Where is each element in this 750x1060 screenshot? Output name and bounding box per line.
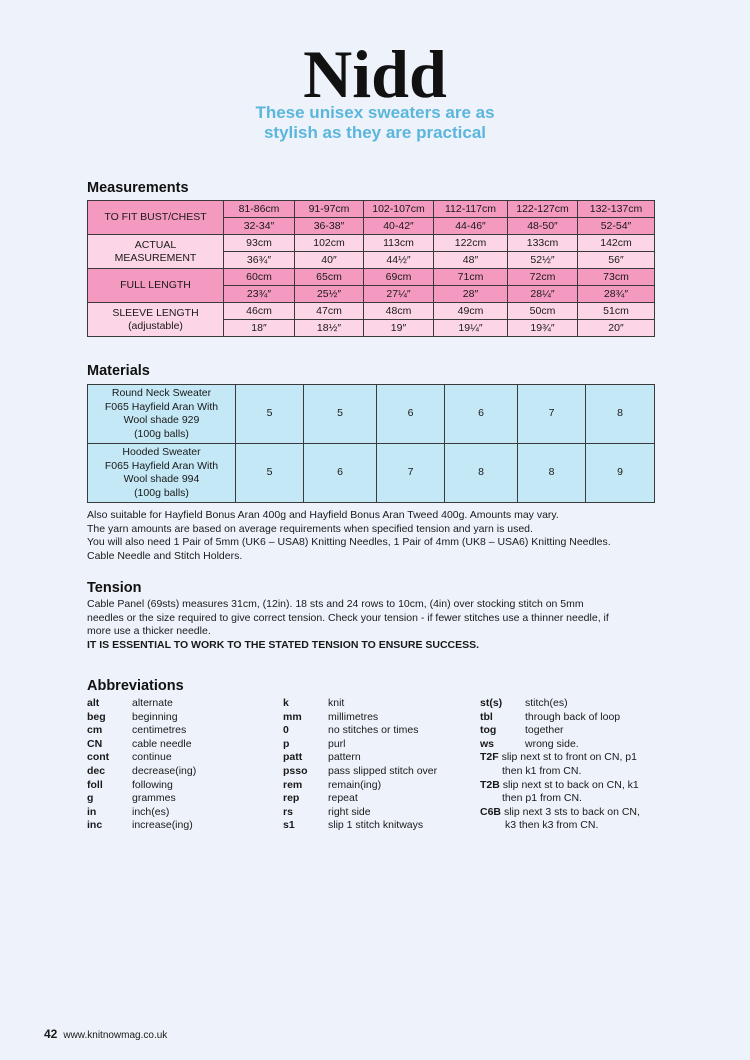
tension-line: more use a thicker needle. — [87, 625, 211, 637]
note-line: Also suitable for Hayfield Bonus Aran 400g and Hayfield Bonus Aran Tweed 400g. Amounts may vary. — [87, 509, 559, 521]
table-row — [88, 235, 655, 252]
list-item — [87, 779, 196, 793]
table-cell: 18″ — [224, 320, 295, 337]
page-subtitle — [0, 103, 750, 143]
list-item — [480, 711, 640, 725]
abbr-meaning: inch(es) — [132, 805, 170, 818]
table-cell: 44-46″ — [434, 218, 508, 235]
abbr-code: mm — [283, 710, 302, 723]
list-item-continuation — [480, 765, 640, 779]
table-cell: 18½″ — [295, 320, 364, 337]
list-item — [87, 697, 196, 711]
abbr-code: beg — [87, 710, 106, 723]
table-cell: 6 — [445, 385, 518, 444]
table-cell: 122cm — [434, 235, 508, 252]
abbr-meaning: alternate — [132, 697, 173, 709]
measurements-heading: Measurements — [87, 180, 189, 196]
note-line: You will also need 1 Pair of 5mm (UK6 – USA8) Knitting Needles, 1 Pair of 4mm (UK8 – USA6) Knitting Needles. — [87, 536, 611, 548]
abbr-code: psso — [283, 764, 308, 777]
table-cell: 93cm — [224, 235, 295, 252]
table-cell: 5 — [236, 385, 304, 444]
list-item — [283, 806, 437, 820]
note-line: The yarn amounts are based on average requirements when specified tension and yarn is used. — [87, 522, 533, 535]
abbr-meaning: then k1 from CN. — [502, 764, 582, 777]
row-label: FULL LENGTH — [88, 269, 224, 303]
table-cell: 19″ — [364, 320, 434, 337]
table-cell: 132-137cm — [578, 201, 655, 218]
table-cell: 49cm — [434, 303, 508, 320]
table-cell: 20″ — [578, 320, 655, 337]
abbr-code: 0 — [283, 724, 289, 737]
footer-url: www.knitnowmag.co.uk — [63, 1030, 168, 1041]
table-cell: 7 — [518, 385, 586, 444]
abbr-code: ws — [480, 737, 495, 750]
table-cell: 9 — [586, 444, 655, 503]
abbr-code: cont — [87, 751, 110, 764]
abbr-meaning: grammes — [132, 792, 176, 805]
table-cell: 32-34″ — [224, 218, 295, 235]
table-cell: 19¼″ — [434, 320, 508, 337]
list-item-continuation — [480, 792, 640, 806]
abbr-code: T2F — [480, 751, 499, 764]
abbr-meaning: centimetres — [132, 724, 187, 737]
table-cell: 122-127cm — [508, 201, 578, 218]
row-label-line: Round Neck Sweater — [111, 387, 212, 399]
list-item-continuation — [480, 819, 640, 833]
table-cell: 60cm — [224, 269, 295, 286]
table-cell: 112-117cm — [434, 201, 508, 218]
table-cell: 7 — [377, 444, 445, 503]
abbr-meaning: stitch(es) — [525, 697, 568, 709]
list-item — [87, 738, 196, 752]
abbr-meaning: following — [132, 778, 173, 791]
abbr-code: dec — [87, 764, 106, 777]
tension-line: needles or the size required to give correct tension. Check your tension - if fewer stitches use a thinner needle, if — [87, 611, 609, 624]
abbr-meaning: beginning — [132, 710, 178, 723]
table-cell: 36¾″ — [224, 252, 295, 269]
materials-notes — [87, 509, 667, 563]
table-cell: 91-97cm — [295, 201, 364, 218]
row-label-line: Wool shade 994 — [123, 473, 200, 485]
table-cell: 5 — [304, 385, 377, 444]
table-cell: 102-107cm — [364, 201, 434, 218]
table-cell: 65cm — [295, 269, 364, 286]
table-cell: 36-38″ — [295, 218, 364, 235]
abbr-code: alt — [87, 697, 100, 709]
row-label-line: Hooded Sweater — [122, 446, 201, 458]
table-cell: 81-86cm — [224, 201, 295, 218]
abbr-code: patt — [283, 751, 303, 764]
table-cell: 50cm — [508, 303, 578, 320]
measurements-table — [87, 200, 655, 337]
list-item — [283, 697, 437, 711]
abbr-meaning: wrong side. — [525, 737, 579, 750]
abbr-meaning: millimetres — [328, 710, 379, 723]
table-cell: 40-42″ — [364, 218, 434, 235]
list-item — [283, 765, 437, 779]
abbr-meaning: slip 1 stitch knitways — [328, 819, 424, 832]
abbr-meaning: slip next 3 sts to back on CN, — [503, 805, 640, 818]
list-item — [480, 738, 640, 752]
list-item — [87, 806, 196, 820]
list-item — [283, 724, 437, 738]
table-cell: 46cm — [224, 303, 295, 320]
abbr-code: T2B — [480, 778, 500, 791]
abbr-meaning: slip next st to front on CN, p1 — [501, 751, 637, 764]
row-label: ACTUAL MEASUREMENT — [88, 235, 224, 269]
table-cell: 6 — [304, 444, 377, 503]
page-footer — [44, 1027, 167, 1041]
table-cell: 133cm — [508, 235, 578, 252]
list-item — [283, 779, 437, 793]
abbr-code: rs — [283, 805, 293, 818]
abbr-code: s1 — [283, 819, 295, 832]
abbr-code: cm — [87, 724, 103, 737]
abbreviations-column — [283, 697, 437, 833]
abbr-code: CN — [87, 737, 103, 750]
abbr-meaning: continue — [132, 751, 172, 764]
abbr-meaning: k3 then k3 from CN. — [505, 819, 599, 832]
table-cell: 48cm — [364, 303, 434, 320]
table-cell: 8 — [445, 444, 518, 503]
table-cell: 142cm — [578, 235, 655, 252]
list-item — [480, 724, 640, 738]
tension-text — [87, 598, 667, 652]
row-label — [88, 444, 236, 503]
row-label-line: F065 Hayfield Aran With — [104, 459, 219, 472]
abbr-meaning: pass slipped stitch over — [328, 764, 438, 777]
abbr-meaning: decrease(ing) — [132, 764, 197, 777]
tension-line: Cable Panel (69sts) measures 31cm, (12in). 18 sts and 24 rows to 10cm, (4in) over stocking stitch on 5mm — [87, 598, 584, 610]
table-cell: 56″ — [578, 252, 655, 269]
abbr-code: tog — [480, 724, 497, 737]
table-cell: 40″ — [295, 252, 364, 269]
page-title: Nidd — [303, 36, 447, 112]
table-cell: 27¼″ — [364, 286, 434, 303]
abbr-meaning: pattern — [328, 751, 361, 764]
table-cell: 102cm — [295, 235, 364, 252]
table-cell: 72cm — [508, 269, 578, 286]
table-cell: 23¾″ — [224, 286, 295, 303]
page-number: 42 — [44, 1027, 58, 1041]
table-cell: 113cm — [364, 235, 434, 252]
list-item — [87, 751, 196, 765]
abbr-code: g — [87, 792, 94, 805]
abbr-meaning: slip next st to back on CN, k1 — [502, 778, 639, 791]
abbreviations-heading: Abbreviations — [87, 678, 184, 694]
note-line: Cable Needle and Stitch Holders. — [87, 549, 243, 562]
table-cell: 69cm — [364, 269, 434, 286]
abbr-meaning: repeat — [328, 792, 358, 805]
abbreviations-column — [87, 697, 196, 833]
table-cell: 19¾″ — [508, 320, 578, 337]
abbr-code: tbl — [480, 710, 493, 723]
table-cell: 8 — [518, 444, 586, 503]
table-cell: 5 — [236, 444, 304, 503]
abbr-meaning: remain(ing) — [328, 778, 382, 791]
list-item — [87, 765, 196, 779]
table-cell: 47cm — [295, 303, 364, 320]
table-row — [88, 269, 655, 286]
table-cell: 51cm — [578, 303, 655, 320]
list-item — [480, 779, 640, 793]
row-label-line: Wool shade 929 — [123, 414, 200, 426]
abbr-code: st(s) — [480, 697, 503, 709]
list-item — [283, 711, 437, 725]
table-cell: 52½″ — [508, 252, 578, 269]
abbr-meaning: increase(ing) — [132, 819, 193, 832]
list-item — [87, 819, 196, 833]
abbr-meaning: then p1 from CN. — [502, 792, 582, 805]
row-label — [88, 385, 236, 444]
list-item — [283, 819, 437, 833]
subtitle-line: These unisex sweaters are as — [255, 103, 495, 122]
table-cell: 52-54″ — [578, 218, 655, 235]
abbr-code: rem — [283, 778, 303, 791]
row-label — [88, 303, 224, 337]
table-cell: 25½″ — [295, 286, 364, 303]
abbr-code: p — [283, 737, 290, 750]
abbr-meaning: together — [525, 724, 564, 737]
abbr-meaning: purl — [328, 737, 346, 750]
list-item — [480, 751, 640, 765]
table-cell: 28¾″ — [578, 286, 655, 303]
row-label-line: F065 Hayfield Aran With — [104, 400, 219, 413]
list-item — [283, 792, 437, 806]
list-item — [283, 751, 437, 765]
subtitle-line: stylish as they are practical — [263, 123, 487, 142]
table-row — [88, 303, 655, 320]
table-cell: 71cm — [434, 269, 508, 286]
table-cell: 6 — [377, 385, 445, 444]
row-label: TO FIT BUST/CHEST — [88, 201, 224, 235]
table-cell: 28″ — [434, 286, 508, 303]
abbr-code: rep — [283, 792, 300, 805]
list-item — [87, 711, 196, 725]
table-cell: 48-50″ — [508, 218, 578, 235]
table-cell: 44½″ — [364, 252, 434, 269]
abbr-code: foll — [87, 778, 103, 791]
row-label-line: (100g balls) — [134, 427, 189, 440]
abbr-meaning: through back of loop — [525, 710, 621, 723]
row-label-line: SLEEVE LENGTH — [112, 306, 199, 319]
row-label-line: (adjustable) — [128, 319, 183, 332]
table-cell: 48″ — [434, 252, 508, 269]
abbr-code: C6B — [480, 805, 502, 818]
row-label-line: (100g balls) — [134, 486, 189, 499]
tension-heading: Tension — [87, 580, 142, 596]
table-row — [88, 201, 655, 218]
abbr-meaning: no stitches or times — [328, 724, 419, 737]
materials-heading: Materials — [87, 363, 150, 379]
table-cell: 73cm — [578, 269, 655, 286]
abbreviations-column — [480, 697, 640, 833]
abbr-meaning: right side — [328, 805, 371, 818]
abbr-code: in — [87, 805, 97, 818]
list-item — [283, 738, 437, 752]
abbr-code: inc — [87, 819, 103, 832]
list-item — [480, 806, 640, 820]
materials-table — [87, 384, 655, 503]
list-item — [480, 697, 640, 711]
abbr-code: k — [283, 697, 289, 709]
tension-emphasis: IT IS ESSENTIAL TO WORK TO THE STATED TENSION TO ENSURE SUCCESS. — [87, 638, 480, 651]
list-item — [87, 724, 196, 738]
list-item — [87, 792, 196, 806]
table-row — [88, 385, 655, 444]
table-cell: 28¼″ — [508, 286, 578, 303]
table-cell: 8 — [586, 385, 655, 444]
table-row — [88, 444, 655, 503]
abbr-meaning: knit — [328, 697, 345, 709]
abbr-meaning: cable needle — [132, 737, 192, 750]
